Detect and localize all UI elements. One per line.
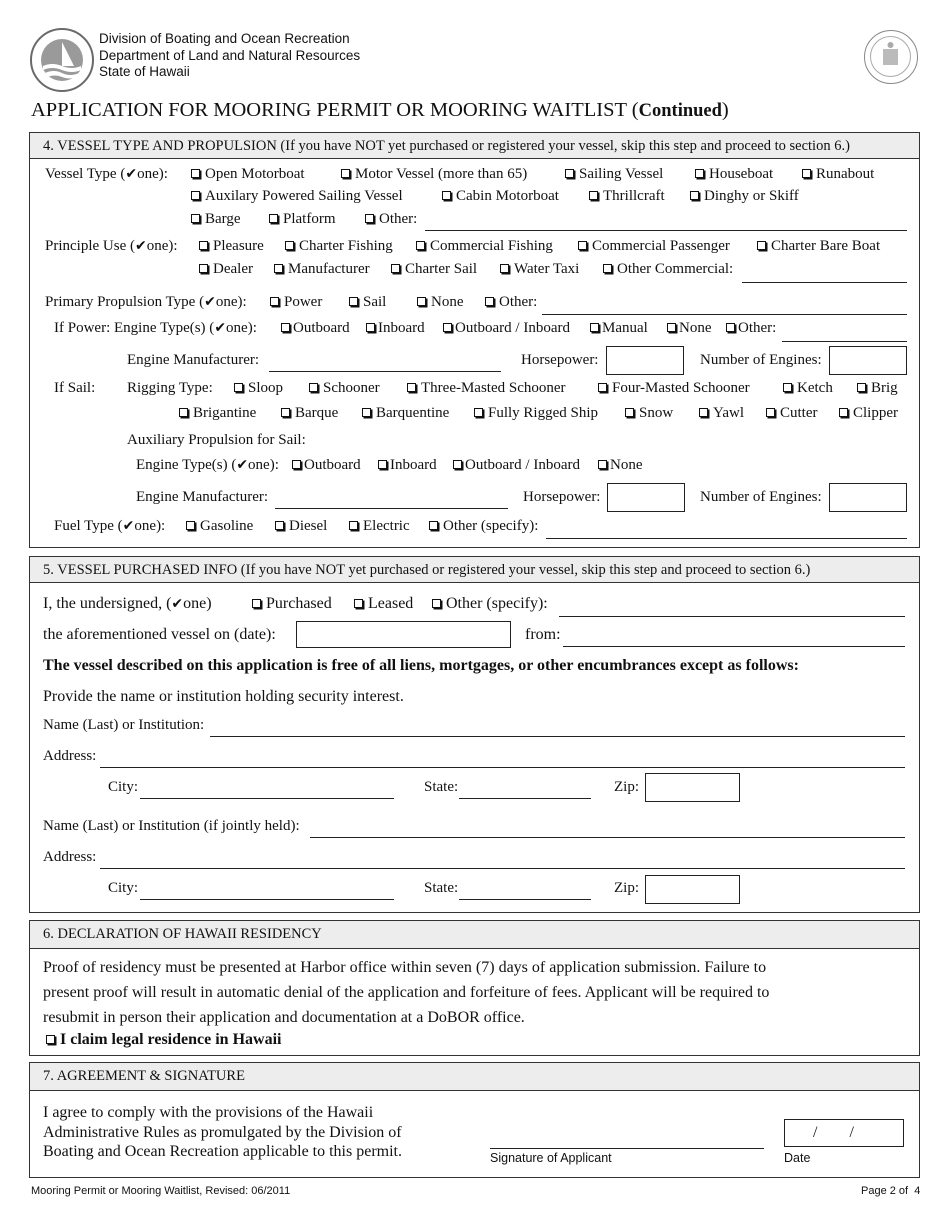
checkbox-icon[interactable] — [726, 323, 735, 332]
use-other-commercial-input[interactable] — [742, 282, 907, 283]
footer-revision: Mooring Permit or Mooring Waitlist, Revised: 06/2011 — [31, 1185, 291, 1197]
fuel-type-label: Fuel Type (✔one): — [54, 518, 166, 534]
use-commercial-fishing[interactable]: Commercial Fishing — [416, 238, 553, 255]
residency-text-2: present proof will result in automatic denial of the application and forfeiture of fees. Applicant will be required to — [43, 984, 770, 1001]
checkbox-icon[interactable] — [442, 191, 451, 200]
option-purchased[interactable]: Purchased — [252, 595, 332, 613]
number-of-engines-input[interactable] — [829, 346, 907, 375]
checkbox-icon[interactable] — [625, 408, 634, 417]
checkbox-icon[interactable] — [252, 599, 261, 608]
checkbox-icon[interactable] — [565, 169, 574, 178]
use-pleasure[interactable]: Pleasure — [199, 238, 264, 255]
vessel-type-barge[interactable]: Barge — [191, 211, 241, 228]
section-5-title: 5. VESSEL PURCHASED INFO (If you have NOT yet purchased or registered your vessel, skip this step and proceed to section 6.) — [43, 562, 811, 578]
agency-line-3: State of Hawaii — [99, 64, 190, 79]
vessel-type-open-motorboat[interactable]: Open Motorboat — [191, 166, 305, 183]
fuel-gasoline[interactable]: Gasoline — [186, 518, 253, 535]
checkbox-icon[interactable] — [285, 241, 294, 250]
checkbox-icon[interactable] — [589, 191, 598, 200]
vessel-type-aux-sailing[interactable]: Auxilary Powered Sailing Vessel — [191, 188, 403, 205]
checkbox-icon[interactable] — [269, 214, 278, 223]
agreement-text-2: Administrative Rules as promulgated by the Division of — [43, 1124, 402, 1141]
fuel-other[interactable]: Other (specify): — [429, 518, 538, 535]
name1-input[interactable] — [210, 736, 905, 737]
vessel-type-platform[interactable]: Platform — [269, 211, 336, 228]
rig-fully-rigged[interactable]: Fully Rigged Ship — [474, 405, 598, 422]
rigging-type-label: Rigging Type: — [127, 380, 213, 396]
checkbox-icon[interactable] — [199, 264, 208, 273]
residency-text-1: Proof of residency must be presented at Harbor office within seven (7) days of application submission. Failure to — [43, 959, 767, 976]
address1-label: Address: — [43, 748, 97, 764]
checkbox-icon[interactable] — [417, 297, 426, 306]
date-separators: / / — [813, 1124, 854, 1141]
checkbox-icon[interactable] — [407, 383, 416, 392]
if-sail-label: If Sail: — [54, 380, 96, 396]
checkbox-icon[interactable] — [275, 521, 284, 530]
agency-line-2: Department of Land and Natural Resources — [99, 48, 361, 63]
use-water-taxi[interactable]: Water Taxi — [500, 261, 579, 278]
check-mark-icon: ✔ — [236, 457, 249, 473]
aux-propulsion-label: Auxiliary Propulsion for Sail: — [127, 432, 306, 448]
propulsion-sail[interactable]: Sail — [349, 294, 386, 311]
fuel-diesel[interactable]: Diesel — [275, 518, 327, 535]
checkbox-icon[interactable] — [191, 191, 200, 200]
option-leased[interactable]: Leased — [354, 595, 413, 613]
checkbox-icon[interactable] — [802, 169, 811, 178]
vessel-type-cabin-motorboat[interactable]: Cabin Motorboat — [442, 188, 559, 205]
checkbox-icon[interactable] — [695, 169, 704, 178]
use-dealer[interactable]: Dealer — [199, 261, 253, 278]
engine-outboard[interactable]: Outboard — [281, 320, 350, 337]
zip2-input[interactable] — [645, 875, 740, 904]
rig-sloop[interactable]: Sloop — [234, 380, 283, 397]
check-mark-icon: ✔ — [171, 596, 184, 612]
section-7-header — [30, 1063, 919, 1091]
rig-ketch[interactable]: Ketch — [783, 380, 833, 397]
rig-snow[interactable]: Snow — [625, 405, 673, 422]
principle-use-label: Principle Use (✔one): — [45, 238, 178, 254]
zip1-input[interactable] — [645, 773, 740, 802]
checkbox-icon[interactable] — [378, 460, 387, 469]
aux-engine-outboard-inboard[interactable]: Outboard / Inboard — [453, 457, 580, 474]
section-5-header — [30, 557, 919, 583]
checkbox-icon[interactable] — [598, 460, 607, 469]
check-mark-icon: ✔ — [134, 238, 147, 254]
aux-horsepower-input[interactable] — [607, 483, 685, 512]
rig-schooner[interactable]: Schooner — [309, 380, 380, 397]
agreement-text-3: Boating and Ocean Recreation applicable to this permit. — [43, 1143, 402, 1160]
city1-label: City: — [108, 779, 139, 795]
section-6-header — [30, 921, 919, 949]
checkbox-icon[interactable] — [598, 383, 607, 392]
zip2-label: Zip: — [614, 880, 639, 896]
state-seal — [864, 30, 918, 84]
rig-clipper[interactable]: Clipper — [839, 405, 898, 422]
form-title-main: APPLICATION FOR MOORING PERMIT OR MOORING WAITLIST ( — [31, 99, 639, 121]
checkbox-icon[interactable] — [186, 521, 195, 530]
propulsion-other[interactable]: Other: — [485, 294, 537, 311]
address2-label: Address: — [43, 849, 97, 865]
use-commercial-passenger[interactable]: Commercial Passenger — [578, 238, 730, 255]
state1-input[interactable] — [459, 798, 591, 799]
residency-claim-checkbox[interactable]: I claim legal residence in Hawaii — [46, 1031, 281, 1049]
city2-input[interactable] — [140, 899, 394, 900]
checkbox-icon[interactable] — [757, 241, 766, 250]
check-mark-icon: ✔ — [125, 166, 138, 182]
checkbox-icon[interactable] — [179, 408, 188, 417]
engine-manufacturer-label: Engine Manufacturer: — [127, 352, 260, 368]
checkbox-icon[interactable] — [699, 408, 708, 417]
security-interest-instruction: Provide the name or institution holding security interest. — [43, 688, 404, 705]
use-charter-fishing[interactable]: Charter Fishing — [285, 238, 393, 255]
engine-outboard-inboard[interactable]: Outboard / Inboard — [443, 320, 570, 337]
checkbox-icon[interactable] — [349, 297, 358, 306]
engine-manual[interactable]: Manual — [590, 320, 648, 337]
checkbox-icon[interactable] — [281, 323, 290, 332]
vessel-type-sailing-vessel[interactable]: Sailing Vessel — [565, 166, 663, 183]
checkbox-icon[interactable] — [199, 241, 208, 250]
checkbox-icon[interactable] — [191, 169, 200, 178]
checkbox-icon[interactable] — [391, 264, 400, 273]
vessel-type-label: Vessel Type (✔one): — [45, 166, 168, 182]
purchase-date-label: the aforementioned vessel on (date): — [43, 626, 276, 643]
address2-input[interactable] — [100, 868, 905, 869]
checkbox-icon[interactable] — [432, 599, 441, 608]
check-mark-icon: ✔ — [122, 518, 135, 534]
section-6-title: 6. DECLARATION OF HAWAII RESIDENCY — [43, 926, 322, 942]
aux-engine-manufacturer-label: Engine Manufacturer: — [136, 489, 269, 505]
horsepower-label: Horsepower: — [521, 352, 599, 368]
rig-three-masted[interactable]: Three-Masted Schooner — [407, 380, 566, 397]
checkbox-icon[interactable] — [354, 599, 363, 608]
propulsion-other-input[interactable] — [542, 314, 907, 315]
checkbox-icon[interactable] — [453, 460, 462, 469]
signature-line[interactable] — [490, 1148, 764, 1149]
checkbox-icon[interactable] — [690, 191, 699, 200]
rig-brigantine[interactable]: Brigantine — [179, 405, 256, 422]
city2-label: City: — [108, 880, 139, 896]
name1-label: Name (Last) or Institution: — [43, 717, 205, 733]
aux-engine-inboard[interactable]: Inboard — [378, 457, 437, 474]
use-charter-sail[interactable]: Charter Sail — [391, 261, 477, 278]
checkbox-icon[interactable] — [274, 264, 283, 273]
footer-page-number: Page 2 of 4 — [861, 1185, 921, 1197]
checkbox-icon[interactable] — [349, 521, 358, 530]
checkbox-icon[interactable] — [46, 1035, 55, 1044]
checkbox-icon[interactable] — [341, 169, 350, 178]
name2-input[interactable] — [310, 837, 905, 838]
date-label: Date — [784, 1151, 811, 1165]
form-title-continued: Continued — [638, 101, 722, 121]
vessel-type-motor-vessel[interactable]: Motor Vessel (more than 65) — [341, 166, 527, 183]
date-input[interactable] — [784, 1119, 904, 1147]
rig-four-masted[interactable]: Four-Masted Schooner — [598, 380, 750, 397]
section-4-title: 4. VESSEL TYPE AND PROPULSION (If you have NOT yet purchased or registered your vessel, skip this step and proceed to section 6.) — [43, 138, 850, 154]
dobor-logo — [30, 28, 94, 92]
if-power-label: If Power: Engine Type(s) (✔one): — [54, 320, 257, 336]
rig-barquentine[interactable]: Barquentine — [362, 405, 449, 422]
check-mark-icon: ✔ — [204, 294, 216, 310]
checkbox-icon[interactable] — [191, 214, 200, 223]
rig-brig[interactable]: Brig — [857, 380, 898, 397]
aux-number-of-engines-input[interactable] — [829, 483, 907, 512]
aux-engine-none[interactable]: None — [598, 457, 643, 474]
name2-label: Name (Last) or Institution (if jointly held): — [43, 818, 300, 834]
purchase-from-label: from: — [525, 626, 561, 643]
state2-input[interactable] — [459, 899, 591, 900]
purchase-from-input[interactable] — [563, 646, 905, 647]
checkbox-icon[interactable] — [365, 214, 374, 223]
checkbox-icon[interactable] — [234, 383, 243, 392]
checkbox-icon[interactable] — [766, 408, 775, 417]
checkbox-icon[interactable] — [474, 408, 483, 417]
checkbox-icon[interactable] — [485, 297, 494, 306]
vessel-type-houseboat[interactable]: Houseboat — [695, 166, 773, 183]
section-7-title: 7. AGREEMENT & SIGNATURE — [43, 1068, 245, 1084]
checkbox-icon[interactable] — [429, 521, 438, 530]
checkbox-icon[interactable] — [292, 460, 301, 469]
checkbox-icon[interactable] — [839, 408, 848, 417]
aux-engine-label: Engine Type(s) (✔one): — [136, 457, 279, 473]
residency-text-3: resubmit in person their application and documentation at a DoBOR office. — [43, 1009, 525, 1026]
engine-inboard[interactable]: Inboard — [366, 320, 425, 337]
fuel-other-input[interactable] — [546, 538, 907, 539]
aux-number-of-engines-label: Number of Engines: — [700, 489, 822, 505]
state1-label: State: — [424, 779, 459, 795]
section-4-header — [30, 133, 919, 159]
vessel-type-runabout[interactable]: Runabout — [802, 166, 874, 183]
checkbox-icon[interactable] — [366, 323, 375, 332]
agency-line-1: Division of Boating and Ocean Recreation — [99, 31, 350, 46]
use-other-commercial[interactable]: Other Commercial: — [603, 261, 733, 278]
rig-cutter[interactable]: Cutter — [766, 405, 818, 422]
city1-input[interactable] — [140, 798, 394, 799]
vessel-type-dinghy[interactable]: Dinghy or Skiff — [690, 188, 799, 205]
form-title — [31, 99, 729, 122]
aux-horsepower-label: Horsepower: — [523, 489, 601, 505]
propulsion-label: Primary Propulsion Type (✔one): — [45, 294, 247, 310]
checkbox-icon[interactable] — [362, 408, 371, 417]
engine-other[interactable]: Other: — [726, 320, 776, 337]
option-other-input[interactable] — [559, 616, 905, 617]
purchase-date-input[interactable] — [296, 621, 511, 648]
checkbox-icon[interactable] — [500, 264, 509, 273]
checkbox-icon[interactable] — [783, 383, 792, 392]
checkbox-icon[interactable] — [270, 297, 279, 306]
fuel-electric[interactable]: Electric — [349, 518, 410, 535]
option-other[interactable]: Other (specify): — [432, 595, 548, 613]
undersigned-label: I, the undersigned, (✔one) — [43, 595, 212, 612]
rig-yawl[interactable]: Yawl — [699, 405, 744, 422]
state2-label: State: — [424, 880, 459, 896]
vessel-type-other-input[interactable] — [425, 230, 907, 231]
aux-engine-manufacturer-input[interactable] — [275, 508, 508, 509]
rig-barque[interactable]: Barque — [281, 405, 338, 422]
liens-statement: The vessel described on this application is free of all liens, mortgages, or other encumbrances except as follows: — [43, 657, 799, 674]
checkbox-icon[interactable] — [857, 383, 866, 392]
address1-input[interactable] — [100, 767, 905, 768]
checkbox-icon[interactable] — [443, 323, 452, 332]
engine-other-input[interactable] — [782, 341, 907, 342]
checkbox-icon[interactable] — [281, 408, 290, 417]
use-manufacturer[interactable]: Manufacturer — [274, 261, 370, 278]
form-title-close: ) — [721, 99, 729, 121]
number-of-engines-label: Number of Engines: — [700, 352, 822, 368]
horsepower-input[interactable] — [606, 346, 684, 375]
agreement-text-1: I agree to comply with the provisions of the Hawaii — [43, 1104, 374, 1121]
vessel-type-other[interactable]: Other: — [365, 211, 417, 228]
checkbox-icon[interactable] — [578, 241, 587, 250]
checkbox-icon[interactable] — [667, 323, 676, 332]
propulsion-power[interactable]: Power — [270, 294, 322, 311]
zip1-label: Zip: — [614, 779, 639, 795]
aux-engine-outboard[interactable]: Outboard — [292, 457, 361, 474]
use-charter-bare-boat[interactable]: Charter Bare Boat — [757, 238, 880, 255]
propulsion-none[interactable]: None — [417, 294, 464, 311]
engine-manufacturer-input[interactable] — [269, 371, 501, 372]
checkbox-icon[interactable] — [590, 323, 599, 332]
signature-label: Signature of Applicant — [490, 1151, 612, 1165]
vessel-type-thrillcraft[interactable]: Thrillcraft — [589, 188, 665, 205]
checkbox-icon[interactable] — [603, 264, 612, 273]
check-mark-icon: ✔ — [214, 320, 227, 336]
engine-none[interactable]: None — [667, 320, 712, 337]
checkbox-icon[interactable] — [309, 383, 318, 392]
checkbox-icon[interactable] — [416, 241, 425, 250]
